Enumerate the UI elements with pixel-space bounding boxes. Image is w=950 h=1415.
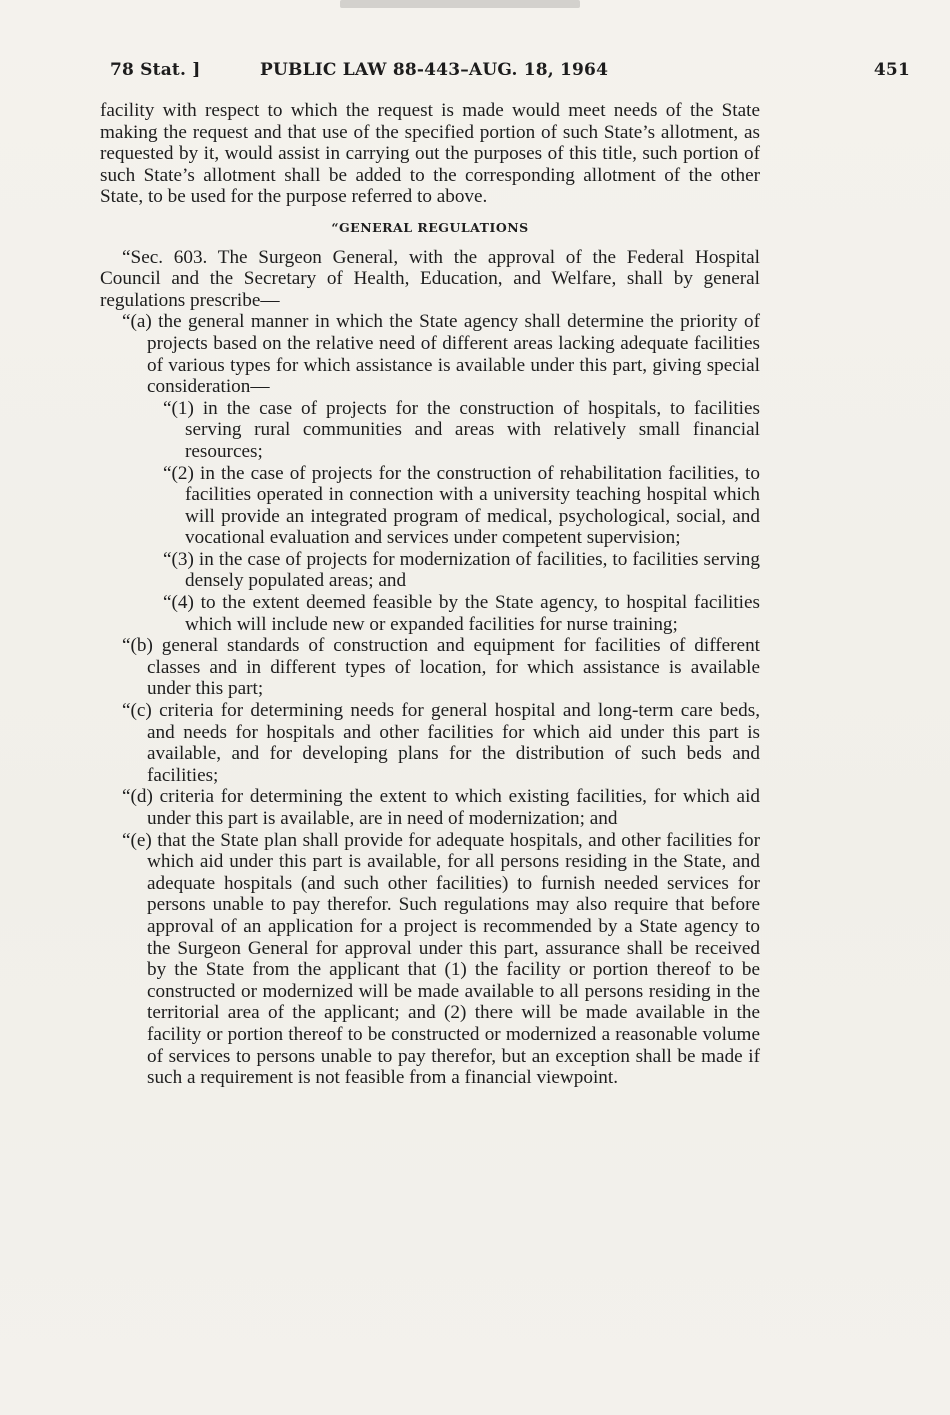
clause-e: “(e) that the State plan shall provide for adequate hospitals, and other facilities for which aid under this part is available, for all persons residing in the State, and adequate hospitals (and such other facilities) to furnish needed services for persons unable to pay therefor. Such regulations may also require that before approval of an application for a project is recommended by a State agency to the Surgeon General for approval under this part, assurance shall be received by the State from the applicant that (1) the facility or portion thereof to be constructed or modernized will be made available to all persons residing in the territorial area of the applicant; and (2) there will be made available in the facility or portion thereof to be constructed or modernized a reasonable volume of services to persons unable to pay therefor, but an exception shall be made if such a requirement is not feasible from a financial viewpoint.	[122, 829, 760, 1089]
clause-c: “(c) criteria for determining needs for general hospital and long-term care beds, and needs for hospitals and other facilities for which aid under this part is available, and for developing plans for the distribution of such beds and facilities;	[122, 700, 760, 786]
clause-d: “(d) criteria for determining the extent to which existing facilities, for which aid under this part is available, are in need of modernization; and	[122, 786, 760, 829]
scan-artifact	[340, 0, 580, 8]
continuation-paragraph: facility with respect to which the request is made would meet needs of the State making the request and that use of the specified portion of such State’s allotment, as requested by it, would assist in carrying out the purposes of this title, such portion of such State’s allotment shall be added to the corresponding allotment of the other State, to be used for the purpose referred to above.	[100, 100, 760, 208]
statute-volume: 78 Stat. ]	[110, 60, 201, 80]
running-header	[110, 60, 910, 84]
clause-a: “(a) the general manner in which the State agency shall determine the priority of projects based on the relative need of different areas lacking adequate facilities of various types for which assistance is available under this part, giving special consideration—	[122, 311, 760, 398]
clause-b: “(b) general standards of construction and equipment for facilities of different classes and in different types of location, for which assistance is available under this part;	[122, 635, 760, 700]
page-number: 451	[873, 60, 910, 80]
section-heading: “GENERAL REGULATIONS	[331, 219, 529, 235]
law-citation: PUBLIC LAW 88-443–AUG. 18, 1964	[260, 60, 609, 80]
statute-body	[100, 100, 760, 1089]
clause-a-4: “(4) to the extent deemed feasible by the State agency, to hospital facilities which will include new or expanded facilities for nurse training;	[163, 592, 760, 635]
clause-a-2: “(2) in the case of projects for the construction of rehabilitation facilities, to facilities operated in connection with a university teaching hospital which will provide an integrated program of medical, psychological, social, and vocational evaluation and services under competent supervision;	[163, 462, 760, 549]
clause-a-3: “(3) in the case of projects for modernization of facilities, to facilities serving densely populated areas; and	[163, 548, 760, 592]
clause-a-1: “(1) in the case of projects for the construction of hospitals, to facilities serving rural communities and areas with relatively small financial resources;	[163, 397, 760, 462]
section-603-intro: “Sec. 603. The Surgeon General, with the approval of the Federal Hospital Council and the Secretary of Health, Education, and Welfare, shall by general regulations prescribe—	[100, 246, 760, 311]
